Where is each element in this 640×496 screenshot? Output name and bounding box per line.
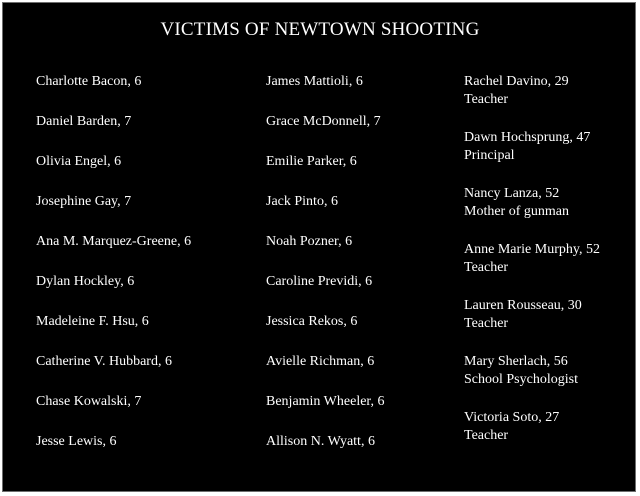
victim-entry: Charlotte Bacon, 6: [36, 74, 142, 89]
victim-entry: Jesse Lewis, 6: [36, 434, 117, 449]
staff-name: Nancy Lanza, 52: [464, 186, 560, 201]
victim-entry: Benjamin Wheeler, 6: [266, 394, 385, 409]
staff-role: Teacher: [464, 316, 509, 331]
victim-entry: Ana M. Marquez-Greene, 6: [36, 234, 192, 249]
staff-role: School Psychologist: [464, 372, 578, 387]
victim-entry: Olivia Engel, 6: [36, 154, 122, 169]
staff-name: Mary Sherlach, 56: [464, 354, 568, 369]
memorial-panel: [2, 2, 636, 492]
victim-entry: Noah Pozner, 6: [266, 234, 353, 249]
staff-entry: [464, 297, 600, 353]
staff-role: Teacher: [464, 428, 509, 443]
staff-entry: [464, 241, 600, 297]
victim-entry: Dylan Hockley, 6: [36, 274, 135, 289]
staff-name: Rachel Davino, 29: [464, 74, 569, 89]
staff-name: Victoria Soto, 27: [464, 410, 560, 425]
staff-entry: [464, 73, 600, 129]
staff-entry: [464, 185, 600, 241]
victim-entry: Avielle Richman, 6: [266, 354, 375, 369]
victim-entry: Jack Pinto, 6: [266, 194, 338, 209]
victim-entry: Emilie Parker, 6: [266, 154, 357, 169]
victim-entry: Chase Kowalski, 7: [36, 394, 142, 409]
victims-column-1: [36, 73, 191, 473]
staff-role: Teacher: [464, 260, 509, 275]
victim-entry: Madeleine F. Hsu, 6: [36, 314, 149, 329]
staff-role: Principal: [464, 148, 515, 163]
staff-name: Dawn Hochsprung, 47: [464, 130, 591, 145]
staff-role: Teacher: [464, 92, 509, 107]
victims-column-3: [464, 73, 600, 465]
staff-entry: [464, 353, 600, 409]
staff-name: Lauren Rousseau, 30: [464, 298, 582, 313]
staff-name: Anne Marie Murphy, 52: [464, 242, 600, 257]
victim-entry: Catherine V. Hubbard, 6: [36, 354, 172, 369]
victim-entry: Grace McDonnell, 7: [266, 114, 381, 129]
victim-entry: James Mattioli, 6: [266, 74, 363, 89]
victim-entry: Jessica Rekos, 6: [266, 314, 358, 329]
staff-entry: [464, 409, 600, 465]
staff-entry: [464, 129, 600, 185]
victim-entry: Daniel Barden, 7: [36, 114, 132, 129]
victim-entry: Allison N. Wyatt, 6: [266, 434, 375, 449]
staff-role: Mother of gunman: [464, 204, 569, 219]
victims-column-2: [266, 73, 385, 473]
page-title: VICTIMS OF NEWTOWN SHOOTING: [160, 19, 480, 40]
victim-entry: Caroline Previdi, 6: [266, 274, 373, 289]
victim-entry: Josephine Gay, 7: [36, 194, 132, 209]
